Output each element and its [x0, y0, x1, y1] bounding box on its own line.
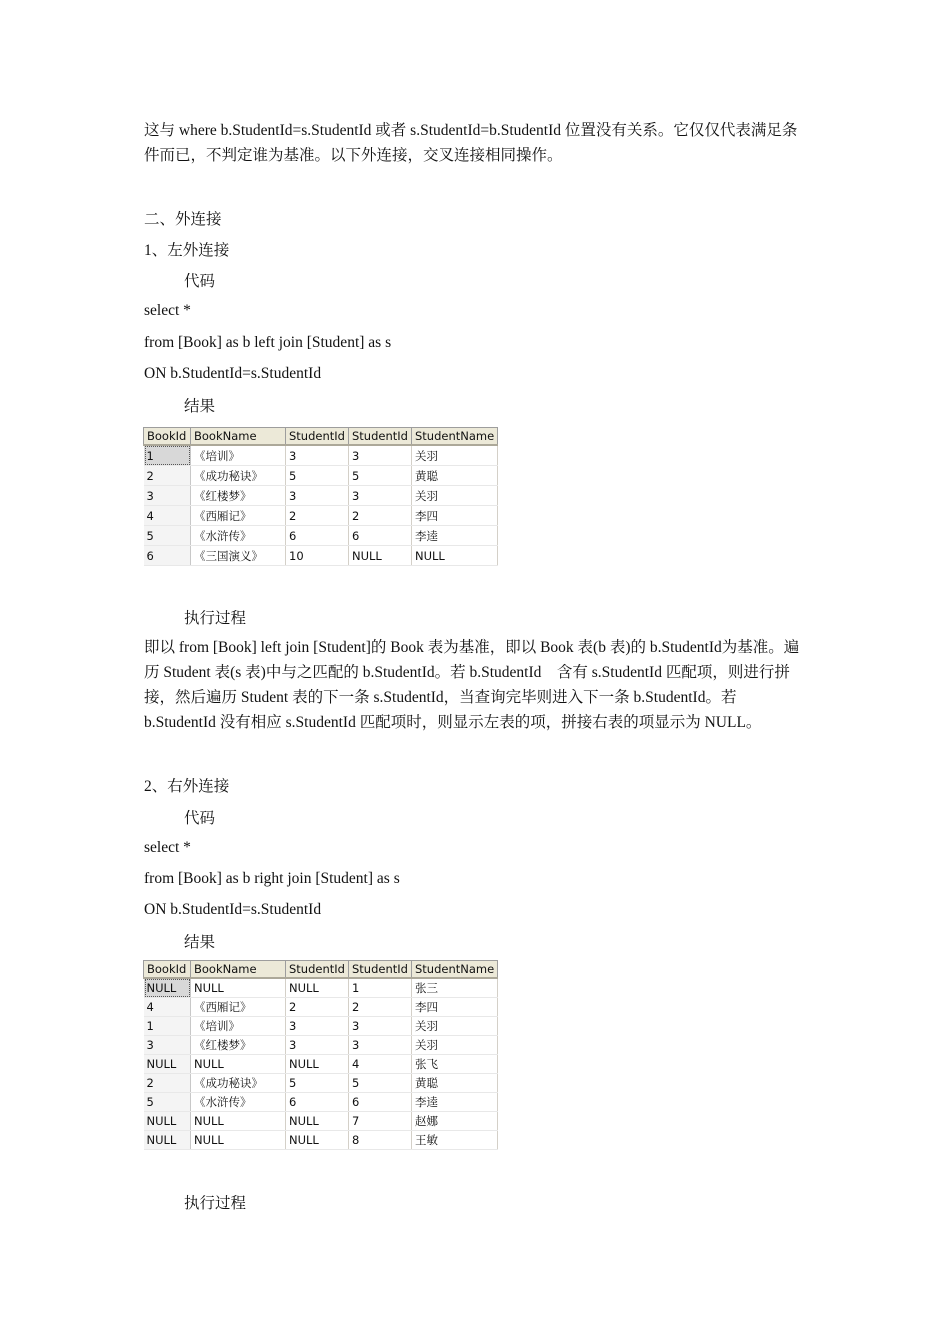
table-cell[interactable]: 《西厢记》: [191, 506, 286, 526]
left-code-label: 代码: [184, 273, 216, 290]
table-cell[interactable]: NULL: [286, 1112, 349, 1131]
table-cell[interactable]: 关羽: [412, 1017, 498, 1036]
table-cell[interactable]: 3: [144, 1036, 191, 1055]
column-header[interactable]: StudentId: [286, 961, 349, 979]
table-cell[interactable]: 6: [349, 1093, 412, 1112]
table-cell[interactable]: 《成功秘诀》: [191, 1074, 286, 1093]
table-cell[interactable]: NULL: [412, 546, 498, 566]
left-join-result-grid: [143, 427, 498, 566]
right-code-line-1: select *: [144, 839, 191, 856]
table-row[interactable]: [144, 1036, 498, 1055]
table-cell[interactable]: 3: [286, 445, 349, 466]
table-row[interactable]: [144, 1055, 498, 1074]
right-join-title: 2、右外连接: [144, 778, 230, 795]
left-process-label: 执行过程: [184, 610, 247, 627]
table-cell[interactable]: 5: [144, 1093, 191, 1112]
table-cell[interactable]: NULL: [286, 1055, 349, 1074]
table-cell[interactable]: 《成功秘诀》: [191, 466, 286, 486]
table-cell[interactable]: 5: [286, 466, 349, 486]
table-cell[interactable]: NULL: [144, 1055, 191, 1074]
table-cell[interactable]: 关羽: [412, 445, 498, 466]
right-code-line-2: from [Book] as b right join [Student] as s: [144, 870, 400, 887]
table-row[interactable]: [144, 978, 498, 998]
table-cell[interactable]: NULL: [144, 1131, 191, 1150]
column-header[interactable]: BookId: [144, 428, 191, 446]
table-cell[interactable]: 7: [349, 1112, 412, 1131]
table-row[interactable]: [144, 1074, 498, 1093]
table-cell[interactable]: 关羽: [412, 486, 498, 506]
table-cell[interactable]: 李四: [412, 998, 498, 1017]
table-cell[interactable]: 李逵: [412, 1093, 498, 1112]
table-row[interactable]: [144, 1093, 498, 1112]
table-cell[interactable]: NULL: [191, 978, 286, 998]
table-cell[interactable]: NULL: [286, 978, 349, 998]
table-row[interactable]: [144, 466, 498, 486]
column-header[interactable]: BookName: [191, 961, 286, 979]
table-row[interactable]: [144, 526, 498, 546]
table-row[interactable]: [144, 998, 498, 1017]
table-cell[interactable]: NULL: [144, 1112, 191, 1131]
table-cell[interactable]: 2: [286, 506, 349, 526]
table-cell[interactable]: 李四: [412, 506, 498, 526]
column-header[interactable]: StudentId: [286, 428, 349, 446]
table-cell[interactable]: 4: [349, 1055, 412, 1074]
table-cell[interactable]: 5: [349, 466, 412, 486]
table-cell[interactable]: 赵娜: [412, 1112, 498, 1131]
table-cell[interactable]: 黄聪: [412, 466, 498, 486]
table-row[interactable]: [144, 486, 498, 506]
table-cell[interactable]: NULL: [191, 1112, 286, 1131]
table-cell[interactable]: 《培训》: [191, 445, 286, 466]
table-cell[interactable]: 1: [144, 445, 191, 466]
right-code-label: 代码: [184, 810, 216, 827]
table-cell[interactable]: 《红楼梦》: [191, 486, 286, 506]
table-cell[interactable]: 6: [349, 526, 412, 546]
table-cell[interactable]: 4: [144, 998, 191, 1017]
table-cell[interactable]: 张三: [412, 978, 498, 998]
table-cell[interactable]: 《培训》: [191, 1017, 286, 1036]
table-cell[interactable]: 3: [286, 1036, 349, 1055]
table-cell[interactable]: NULL: [286, 1131, 349, 1150]
table-cell[interactable]: 3: [144, 486, 191, 506]
right-result-label: 结果: [184, 934, 216, 951]
table-cell[interactable]: 5: [144, 526, 191, 546]
table-cell[interactable]: 王敏: [412, 1131, 498, 1150]
right-process-label: 执行过程: [184, 1195, 247, 1212]
grid-header-row: [144, 428, 498, 446]
left-code-line-2: from [Book] as b left join [Student] as s: [144, 334, 392, 351]
left-result-label: 结果: [184, 398, 216, 415]
table-cell[interactable]: 张飞: [412, 1055, 498, 1074]
left-process-paragraph: 即以 from [Book] left join [Student]的 Book 表为基准，即以 Book 表(b 表)的 b.StudentId为基准。遍历 Student 表(s 表)中与之匹配的 b.StudentId。若 b.StudentId 含有 s.StudentId 匹配项，则进行拼接，然后遍历 Student 表的下一条 s.StudentId，当查询完毕则进入下一条 b.StudentId。若 b.StudentId 没有相应 s.StudentId 匹配项时，则显示左表的项，拼接右表的项显示为 NULL。: [144, 639, 800, 731]
table-row[interactable]: [144, 445, 498, 466]
column-header[interactable]: StudentName: [412, 961, 498, 979]
left-code-line-3: ON b.StudentId=s.StudentId: [144, 365, 322, 382]
section-title-outer-join: 二、外连接: [144, 211, 222, 228]
table-cell[interactable]: 《红楼梦》: [191, 1036, 286, 1055]
right-code-line-3: ON b.StudentId=s.StudentId: [144, 901, 322, 918]
table-cell[interactable]: 6: [286, 526, 349, 546]
table-cell[interactable]: 3: [349, 1036, 412, 1055]
table-cell[interactable]: 关羽: [412, 1036, 498, 1055]
table-cell[interactable]: 《水浒传》: [191, 1093, 286, 1112]
table-cell[interactable]: 2: [286, 998, 349, 1017]
table-cell[interactable]: 10: [286, 546, 349, 566]
table-cell[interactable]: 6: [286, 1093, 349, 1112]
table-cell[interactable]: NULL: [191, 1055, 286, 1074]
table-cell[interactable]: 2: [144, 466, 191, 486]
table-cell[interactable]: 3: [349, 445, 412, 466]
table-row[interactable]: [144, 546, 498, 566]
table-cell[interactable]: 6: [144, 546, 191, 566]
table-cell[interactable]: 2: [144, 1074, 191, 1093]
table-cell[interactable]: 3: [286, 486, 349, 506]
column-header[interactable]: StudentId: [349, 961, 412, 979]
column-header[interactable]: BookName: [191, 428, 286, 446]
table-cell[interactable]: 5: [286, 1074, 349, 1093]
table-cell[interactable]: 2: [349, 998, 412, 1017]
table-row[interactable]: [144, 1112, 498, 1131]
table-cell[interactable]: NULL: [191, 1131, 286, 1150]
left-join-title: 1、左外连接: [144, 242, 230, 259]
table-cell[interactable]: 8: [349, 1131, 412, 1150]
table-cell[interactable]: 2: [349, 506, 412, 526]
table-cell[interactable]: 1: [144, 1017, 191, 1036]
table-cell[interactable]: 3: [349, 486, 412, 506]
table-cell[interactable]: 5: [349, 1074, 412, 1093]
intro-paragraph: 这与 where b.StudentId=s.StudentId 或者 s.StudentId=b.StudentId 位置没有关系。它仅仅代表满足条件而已，不判定谁为基准。以下外连接，交叉连接相同操作。: [144, 122, 798, 164]
column-header[interactable]: BookId: [144, 961, 191, 979]
table-cell[interactable]: 《水浒传》: [191, 526, 286, 546]
table-cell[interactable]: 李逵: [412, 526, 498, 546]
table-row[interactable]: [144, 1131, 498, 1150]
left-code-line-1: select *: [144, 302, 191, 319]
table-cell[interactable]: 1: [349, 978, 412, 998]
table-cell[interactable]: 黄聪: [412, 1074, 498, 1093]
column-header[interactable]: StudentName: [412, 428, 498, 446]
column-header[interactable]: StudentId: [349, 428, 412, 446]
table-row[interactable]: [144, 1017, 498, 1036]
table-cell[interactable]: 3: [349, 1017, 412, 1036]
table-cell[interactable]: NULL: [144, 978, 191, 998]
table-cell[interactable]: 4: [144, 506, 191, 526]
table-cell[interactable]: 《西厢记》: [191, 998, 286, 1017]
table-cell[interactable]: 《三国演义》: [191, 546, 286, 566]
table-cell[interactable]: NULL: [349, 546, 412, 566]
table-row[interactable]: [144, 506, 498, 526]
right-join-result-grid: [143, 960, 498, 1150]
table-cell[interactable]: 3: [286, 1017, 349, 1036]
grid-header-row: [144, 961, 498, 979]
